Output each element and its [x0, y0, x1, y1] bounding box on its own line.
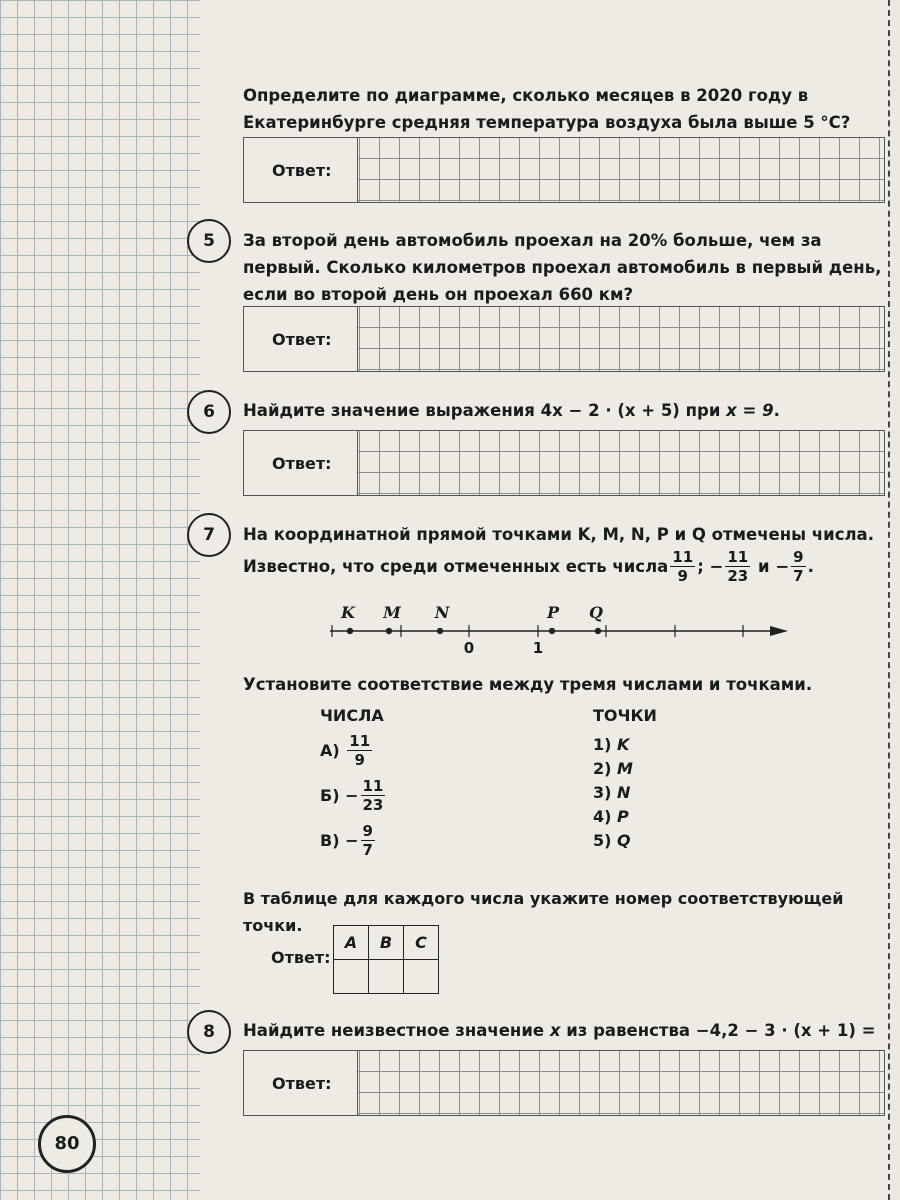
- point-q-dot: [595, 628, 601, 634]
- q7-number: 7: [187, 513, 231, 557]
- q7-frac-1-num: 11: [672, 548, 694, 566]
- points-header: ТОЧКИ: [593, 706, 657, 725]
- number-a-den: 9: [354, 751, 365, 769]
- point-option-4: [593, 805, 633, 829]
- number-option-a: [320, 732, 374, 769]
- point-n-label: N: [434, 603, 450, 622]
- q6-text-before: Найдите значение выражения: [243, 401, 541, 420]
- number-c-frac: [361, 822, 375, 859]
- q8-number: 8: [187, 1010, 231, 1054]
- q7-frac-3-den: 7: [793, 567, 804, 585]
- point-option-2: [593, 757, 633, 781]
- axis-label-zero: 0: [463, 639, 475, 657]
- q8-answer-box[interactable]: [243, 1050, 885, 1116]
- number-a-num: 11: [349, 732, 371, 750]
- q7-answer-label: Ответ:: [271, 948, 331, 967]
- q8-text-mid: из равенства: [560, 1021, 696, 1040]
- q7-frac-1: [670, 548, 695, 585]
- point-option-1-num: 1): [593, 735, 612, 754]
- q6-text-mid: при: [679, 401, 727, 420]
- number-c-sign: −: [345, 831, 359, 850]
- point-option-1: [593, 733, 633, 757]
- point-option-5-num: 5): [593, 831, 612, 850]
- point-option-3-label: N: [617, 783, 631, 802]
- q5-text: За второй день автомобиль проехал на 20% больше, чем за первый. Сколько километров проехал автомобиль в первый день, если во второй день он проехал 660 км?: [243, 231, 882, 304]
- table-header-b: B: [369, 926, 404, 960]
- q7-instruction: Установите соответствие между тремя числами и точками.: [243, 675, 813, 694]
- q7-table-instruction: В таблице для каждого числа укажите номер соответствующей точки.: [243, 889, 844, 935]
- q6-text-end: .: [773, 401, 780, 420]
- table-header-c: C: [404, 926, 439, 960]
- number-c-letter: В): [320, 831, 340, 850]
- q7-frac-3: [791, 548, 805, 585]
- number-b-sign: −: [345, 786, 359, 805]
- point-n-dot: [437, 628, 443, 634]
- q7-line2: [243, 548, 883, 585]
- q6-answer-label: Ответ:: [244, 431, 358, 495]
- number-b-frac: [361, 777, 386, 814]
- number-line: [300, 598, 800, 660]
- point-option-5: [593, 829, 633, 853]
- axis-label-one: 1: [532, 639, 544, 657]
- table-cell-b[interactable]: [369, 960, 404, 994]
- q6-text: [243, 397, 883, 424]
- point-k-dot: [347, 628, 353, 634]
- number-b-den: 23: [362, 796, 384, 814]
- grid-margin: [0, 0, 200, 1200]
- q8-text-before: Найдите неизвестное значение: [243, 1021, 550, 1040]
- q7-frac-2: [725, 548, 750, 585]
- number-option-b: [320, 777, 387, 814]
- q7-answer-table: [333, 925, 439, 994]
- number-line-arrow: [770, 626, 788, 636]
- q4-answer-label: Ответ:: [244, 138, 358, 202]
- cut-line: [888, 0, 890, 1200]
- point-option-3: [593, 781, 633, 805]
- point-option-3-num: 3): [593, 783, 612, 802]
- q6-answer-box[interactable]: [243, 430, 885, 496]
- q8-answer-label: Ответ:: [244, 1051, 358, 1115]
- number-c-den: 7: [362, 841, 373, 859]
- point-k-label: K: [341, 603, 355, 622]
- q8-equation: −4,2 − 3 · (x + 1) =: [695, 1021, 876, 1040]
- q7-frac-2-num: 11: [727, 548, 749, 566]
- q6-condition: x = 9: [726, 401, 774, 420]
- number-option-c: [320, 822, 377, 859]
- point-option-2-num: 2): [593, 759, 612, 778]
- table-header-a: A: [334, 926, 369, 960]
- q7-frac-2-sign: −: [709, 557, 724, 576]
- point-m-dot: [386, 628, 392, 634]
- point-option-4-num: 4): [593, 807, 612, 826]
- point-q-label: Q: [589, 603, 603, 622]
- point-m-label: M: [383, 603, 401, 622]
- q7-frac-1-den: 9: [677, 567, 688, 585]
- points-list: [593, 733, 633, 853]
- table-cell-a[interactable]: [334, 960, 369, 994]
- number-a-frac: [347, 732, 372, 769]
- numbers-header: ЧИСЛА: [320, 706, 384, 725]
- number-b-num: 11: [362, 777, 384, 795]
- number-c-num: 9: [362, 822, 373, 840]
- q7-frac-3-num: 9: [793, 548, 804, 566]
- point-option-4-label: P: [617, 807, 629, 826]
- q7-line2-prefix: Известно, что среди отмеченных есть числа: [243, 557, 669, 576]
- page-number: 80: [38, 1115, 96, 1173]
- q7-sep2: и: [758, 557, 770, 576]
- point-option-1-label: K: [617, 735, 630, 754]
- q5-number: 5: [187, 219, 231, 263]
- q7-sep1: ;: [697, 557, 704, 576]
- table-cell-c[interactable]: [404, 960, 439, 994]
- point-option-5-label: Q: [617, 831, 631, 850]
- number-a-letter: А): [320, 741, 340, 760]
- point-p-dot: [549, 628, 555, 634]
- q5-answer-box[interactable]: [243, 306, 885, 372]
- number-b-letter: Б): [320, 786, 340, 805]
- q4-answer-box[interactable]: [243, 137, 885, 203]
- q7-frac-3-sign: −: [775, 557, 790, 576]
- point-option-2-label: M: [617, 759, 633, 778]
- q4-text: Определите по диаграмме, сколько месяцев в 2020 году в Екатеринбурге средняя температура воздуха была выше 5 °C?: [243, 86, 851, 132]
- q6-number: 6: [187, 390, 231, 434]
- point-p-label: P: [546, 603, 560, 622]
- q8-var: x: [549, 1021, 561, 1040]
- q5-answer-label: Ответ:: [244, 307, 358, 371]
- q6-expression: 4x − 2 · (x + 5): [540, 401, 680, 420]
- q7-line1: На координатной прямой точками K, M, N, P и Q отмечены числа.: [243, 525, 874, 544]
- q7-frac-2-den: 23: [727, 567, 749, 585]
- q7-sep-end: .: [807, 557, 814, 576]
